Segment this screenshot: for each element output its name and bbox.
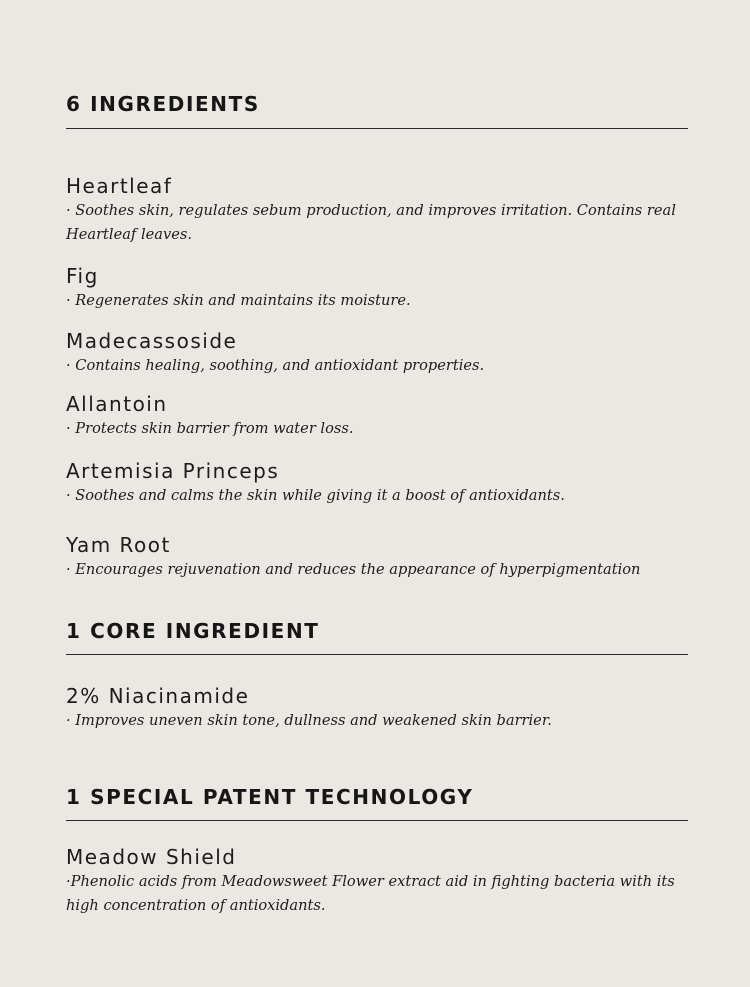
ingredient-description: · Protects skin barrier from water loss. bbox=[66, 420, 354, 437]
ingredient-name: Heartleaf bbox=[66, 174, 173, 198]
ingredient-name: Artemisia Princeps bbox=[66, 459, 280, 483]
ingredient-description: · Regenerates skin and maintains its moisture. bbox=[66, 292, 411, 309]
ingredient-description: · Soothes and calms the skin while giving it a boost of antioxidants. bbox=[66, 487, 565, 504]
ingredient-heartleaf bbox=[66, 174, 688, 247]
ingredient-niacinamide bbox=[66, 684, 688, 733]
ingredient-artemisia-princeps bbox=[66, 459, 688, 508]
section-divider-core-ingredient bbox=[66, 654, 688, 655]
section-title-core-ingredient: 1 CORE INGREDIENT bbox=[66, 619, 320, 643]
section-divider-patent-technology bbox=[66, 820, 688, 821]
ingredient-madecassoside bbox=[66, 329, 688, 378]
technology-meadow-shield bbox=[66, 845, 688, 918]
section-title-ingredients: 6 INGREDIENTS bbox=[66, 92, 260, 116]
ingredient-description: · Soothes skin, regulates sebum production, and improves irritation. Contains real Heartleaf leaves. bbox=[66, 202, 676, 243]
section-title-patent-technology: 1 SPECIAL PATENT TECHNOLOGY bbox=[66, 785, 474, 809]
ingredient-description: ·Phenolic acids from Meadowsweet Flower extract aid in fighting bacteria with its high concentration of antioxidants. bbox=[66, 873, 675, 914]
ingredient-fig bbox=[66, 264, 688, 313]
ingredient-name: Meadow Shield bbox=[66, 845, 237, 869]
ingredient-name: 2% Niacinamide bbox=[66, 684, 250, 708]
ingredient-description: · Contains healing, soothing, and antioxidant properties. bbox=[66, 357, 485, 374]
ingredient-name: Madecassoside bbox=[66, 329, 238, 353]
ingredient-yam-root bbox=[66, 533, 688, 582]
ingredient-name: Allantoin bbox=[66, 392, 168, 416]
ingredient-description: · Improves uneven skin tone, dullness and weakened skin barrier. bbox=[66, 712, 552, 729]
ingredient-allantoin bbox=[66, 392, 688, 441]
ingredient-name: Yam Root bbox=[66, 533, 171, 557]
ingredient-name: Fig bbox=[66, 264, 99, 288]
section-divider-ingredients bbox=[66, 128, 688, 129]
ingredient-description: · Encourages rejuvenation and reduces the appearance of hyperpigmentation bbox=[66, 561, 641, 578]
